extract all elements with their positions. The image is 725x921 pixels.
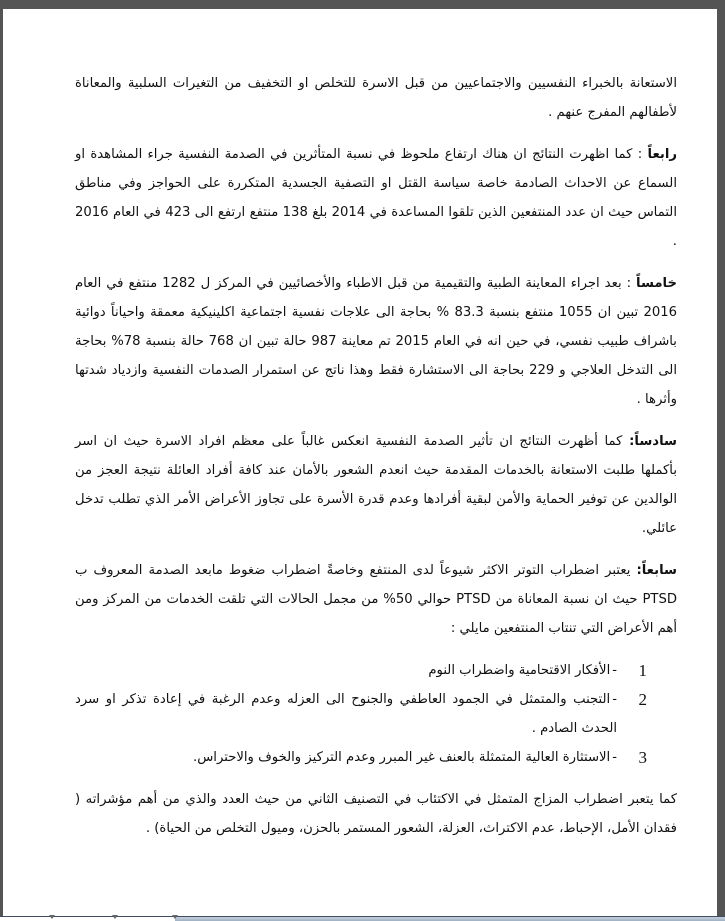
page-content [75,69,677,856]
paragraph-heading-sixth: سادساً: [629,434,677,449]
list-bullet-dash: - [612,663,617,678]
horizontal-ruler[interactable] [0,916,725,921]
paragraph-heading-seventh: سابعاً: [636,563,677,578]
ruler-indent-marker[interactable] [112,915,118,919]
paragraph-sixth [75,427,677,543]
paragraph-text: كما أظهرت النتائج ان تأثير الصدمة النفسية انعكس غالباً على معظم افراد الاسرة حيث ان اسر بأكملها طلبت الاستعانة بالخدمات المقدمة حيث انعدم الشعور بالأمان عند كافة أفراد العائلة نتيجة العجز من الوالدين عن توفير الحماية والأمن لبقية أفرادها وعدم قدرة الأسرة على تجاوز الأعراض الأمر الذي تطلب تدخل عائلي. [75,434,677,536]
ruler-tab-marker[interactable] [172,915,178,919]
list-bullet-dash: - [612,692,617,707]
document-page [3,9,717,916]
paragraph-fifth [75,269,677,414]
list-item-number: 1 [638,661,647,680]
ruler-indent-marker[interactable] [49,915,55,919]
list-item-text: الاستثارة العالية المتمثلة بالعنف غير المبرر وعدم التركيز والخوف والاحتراس. [193,750,611,765]
list-item [75,656,677,685]
list-item-number: 2 [638,690,647,709]
list-item [75,685,677,743]
paragraph-text: كما يتعبر اضطراب المزاج المتمثل في الاكتئاب في التصنيف الثاني من حيث العدد والذي من أهم مؤشراته ( فقدان الأمل، الإحباط، عدم الاكتراث، العزلة، الشعور المستمر بالحزن، وميول التخلص من الحياة) . [75,792,677,836]
paragraph-depression [75,785,677,843]
paragraph-heading-fifth: خامساً [636,276,677,291]
paragraph-text: الاستعانة بالخبراء النفسيين والاجتماعيين من قبل الاسرة للتخلص او التخفيف من التغيرات السلبية والمعاناة لأطفالهم المفرج عنهم . [75,76,677,120]
paragraph-heading-fourth: رابعاً [647,147,677,162]
list-item-number: 3 [638,748,647,767]
list-bullet-dash: - [612,750,617,765]
paragraph-text: : كما اظهرت النتائج ان هناك ارتفاع ملحوظ في نسبة المتأثرين في الصدمة النفسية جراء المشاهدة او السماع عن الاحداث الصادمة خاصة سياسة القتل او التصفية الجسدية المتكررة على الحواجز وفي مناطق التماس حيث ان عدد المنتفعين الذين تلقوا المساعدة في 2014 بلغ 138 منتفع ارتفع الى 423 في العام 2016 . [75,147,677,249]
paragraph-seventh [75,556,677,643]
symptoms-list [75,656,677,772]
list-item-text: التجنب والمتمثل في الجمود العاطفي والجنوح الى العزله وعدم الرغبة في إعادة تذكر او سرد الحدث الصادم . [75,692,617,736]
paragraph-family-assistance [75,69,677,127]
paragraph-text: : بعد اجراء المعاينة الطبية والتقيمية من قبل الاطباء والأخصائيين في المركز ل 1282 منتفع في العام 2016 تبين ان 1055 منتفع بنسبة 83.3 % بحاجة الى علاجات نفسية اجتماعية اكلينيكية معمقة واحياناً دوائية باشراف طبيب نفسي، في حين انه في العام 2015 تم معاينة 987 حالة تبين ان 768 حالة بنسبة 78% بحاجة الى التدخل العلاجي و 229 بحاجة الى الاستشارة فقط وهذا ناتج عن استمرار الصدمات النفسية وازدياد شدتها وأثرها . [75,276,677,407]
list-item [75,743,677,772]
list-item-text: الأفكار الاقتحامية واضطراب النوم [428,663,611,678]
paragraph-text: يعتبر اضطراب التوتر الاكثر شيوعاً لدى المنتفع وخاصةً اضطراب ضغوط مابعد الصدمة المعروف ب PTSD حيث ان نسبة المعاناة من PTSD حوالي 50% من مجمل الحالات التي تلقت الخدمات من المركز ومن أهم الأعراض التي تنتاب المنتفعين مايلي : [75,563,677,636]
ruler-margin-area [0,917,175,921]
paragraph-fourth [75,140,677,256]
